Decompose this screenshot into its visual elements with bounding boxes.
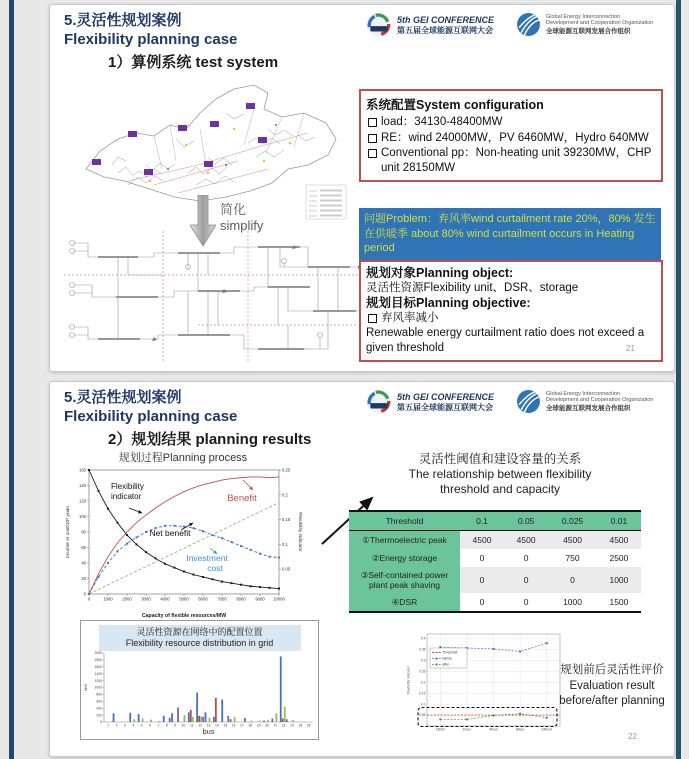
threshold-table-title-en2: threshold and capacity	[439, 482, 561, 496]
svg-text:0.05: 0.05	[419, 713, 426, 718]
geidco-logo-line1: Global Energy Interconnection	[546, 14, 620, 20]
svg-text:60: 60	[81, 545, 86, 550]
svg-text:800: 800	[96, 692, 102, 697]
svg-text:7: 7	[157, 723, 160, 728]
svg-text:20: 20	[265, 723, 269, 728]
svg-text:0: 0	[83, 591, 86, 597]
svg-text:1800: 1800	[94, 658, 102, 663]
threshold-table-title-cn: 灵活性阈值和建设容量的关系	[418, 452, 582, 466]
svg-text:10: 10	[181, 723, 186, 728]
svg-text:4hour: 4hour	[489, 727, 498, 732]
svg-text:1: 1	[107, 723, 110, 728]
svg-text:0.05: 0.05	[282, 566, 291, 572]
geidco-logo-line1: Global Energy Interconnection	[546, 391, 620, 397]
table-row-label: ②Energy storage	[349, 549, 460, 567]
svg-text:5: 5	[140, 723, 143, 728]
svg-text:after: after	[442, 662, 450, 667]
svg-text:MW: MW	[83, 683, 88, 692]
svg-text:before: before	[442, 656, 452, 661]
svg-text:19: 19	[256, 723, 261, 728]
threshold-table-title	[350, 452, 650, 497]
geidco-logo-line3: 全球能源互联网发展合作组织	[546, 28, 631, 35]
bus-distribution-title-cn: 灵活性资源在网络中的配置位置	[136, 627, 263, 637]
table-cell: 0	[504, 567, 548, 593]
gei-globe-icon	[366, 12, 392, 38]
table-cell: 4500	[597, 531, 641, 550]
svg-text:0.35: 0.35	[419, 647, 426, 652]
slide-subtitle: 1）算例系统 test system	[108, 54, 279, 71]
svg-text:14: 14	[214, 723, 219, 728]
svg-text:22: 22	[281, 723, 286, 728]
svg-text:Flexibility indicator: Flexibility indicator	[406, 666, 411, 694]
table-cell: 0	[479, 553, 485, 563]
planning-box	[359, 260, 663, 362]
svg-text:15: 15	[223, 723, 228, 728]
svg-text:9000: 9000	[255, 596, 265, 602]
svg-text:0.15: 0.15	[419, 691, 426, 696]
planning-process-chart	[63, 462, 303, 620]
table-cell: 750	[565, 553, 580, 563]
svg-text:100: 100	[79, 514, 86, 519]
table-header-value: 0.025	[548, 511, 597, 531]
threshold-table-title-en1: The relationship between flexibility	[408, 467, 592, 481]
svg-text:Flexibility indicator: Flexibility indicator	[297, 512, 302, 552]
geidco-globe-icon	[516, 12, 541, 37]
svg-text:Net benefit: Net benefit	[149, 528, 191, 538]
table-cell: 1000	[597, 567, 641, 593]
svg-text:8: 8	[165, 723, 168, 728]
svg-text:0: 0	[87, 596, 91, 602]
planning-object-text: 灵活性资源Flexibility unit、DSR、storage	[366, 282, 579, 294]
page-number: 22	[628, 732, 637, 741]
svg-text:1000: 1000	[103, 596, 113, 602]
svg-text:11: 11	[190, 723, 194, 728]
section-title-en: Flexibility planning case	[64, 31, 238, 48]
svg-text:600: 600	[96, 699, 102, 704]
svg-text:9: 9	[174, 723, 177, 728]
svg-text:Income or cost/10⁸ yuan: Income or cost/10⁸ yuan	[66, 506, 71, 558]
svg-text:Threshold: Threshold	[442, 650, 458, 655]
svg-text:6000: 6000	[198, 596, 208, 602]
svg-text:17: 17	[240, 723, 244, 728]
svg-text:3000: 3000	[141, 596, 151, 602]
svg-text:0.15: 0.15	[282, 517, 291, 523]
section-title-cn: 5.灵活性规划案例	[64, 389, 182, 406]
table-cell: 4500	[504, 531, 548, 550]
svg-text:1400: 1400	[94, 671, 102, 676]
svg-text:bus: bus	[202, 727, 215, 735]
table-row-label: ③Self-contained power plant peak shaving	[349, 567, 460, 593]
table-cell: 0	[523, 553, 529, 563]
gei-logo-subtitle: 第五届全球能源互联网大会	[397, 25, 493, 35]
simplify-label-en: simplify	[220, 218, 264, 233]
geidco-globe-icon	[516, 389, 541, 414]
table-header-value: 0.05	[504, 511, 548, 531]
gei-globe-icon	[366, 389, 392, 415]
svg-text:0.1: 0.1	[420, 702, 426, 707]
gei-logo-title: 5th GEI CONFERENCE	[397, 14, 495, 25]
config-item-load: load：34130-48400MW	[366, 115, 656, 130]
slide-planning-results	[49, 381, 675, 757]
evaluation-caption-en2: before/after planning	[559, 695, 665, 707]
bus-distribution-box	[80, 620, 319, 740]
svg-text:4: 4	[132, 723, 135, 728]
svg-text:4000: 4000	[160, 596, 170, 602]
system-configuration-box	[359, 89, 663, 182]
section-title-cn: 5.灵活性规划案例	[64, 12, 182, 29]
evaluation-caption-cn: 规划前后灵活性评价	[560, 664, 664, 676]
svg-text:Capacity of flexible resources: Capacity of flexible resources/MW	[141, 613, 227, 619]
slide-subtitle: 2）规划结果 planning results	[108, 431, 312, 448]
svg-text:200: 200	[96, 713, 102, 718]
system-configuration-list	[366, 115, 656, 175]
svg-text:40: 40	[81, 560, 86, 566]
svg-text:Flexibility: Flexibility	[111, 482, 144, 491]
svg-text:6: 6	[149, 723, 151, 728]
bus-distribution-title	[99, 625, 301, 651]
svg-text:12: 12	[198, 723, 203, 728]
geidco-logo	[516, 12, 653, 37]
planning-objective-text: Renewable energy curtailment ratio does not exceed a given threshold	[366, 327, 645, 354]
table-cell: 0	[460, 567, 504, 593]
bus-distribution-title-en: Flexibility resource distribution in grid	[125, 638, 274, 648]
gei-logo-subtitle: 第五届全球能源互联网大会	[397, 402, 493, 412]
svg-text:400: 400	[96, 706, 102, 711]
svg-text:18: 18	[248, 723, 253, 728]
geidco-logo-line3: 全球能源互联网发展合作组织	[546, 405, 631, 412]
section-title	[64, 11, 237, 49]
evaluation-caption-en1: Evaluation result	[569, 679, 655, 692]
svg-text:0.1: 0.1	[282, 541, 288, 547]
simplify-label-cn: 简化	[220, 202, 247, 217]
svg-text:15min: 15min	[435, 727, 445, 732]
table-cell: 4500	[548, 531, 597, 550]
svg-text:23: 23	[290, 723, 294, 728]
config-item-conventional: Conventional pp：Non-heating unit 39230MW，CHP unit 28150MW	[366, 146, 656, 175]
svg-text:Investment: Investment	[186, 553, 228, 563]
table-header-value: 0.1	[460, 511, 504, 531]
svg-text:3: 3	[123, 723, 126, 728]
system-configuration-title: 系统配置System configuration	[366, 98, 544, 112]
geidco-logo	[516, 389, 653, 414]
svg-text:20: 20	[81, 576, 86, 581]
svg-text:1000: 1000	[94, 685, 102, 690]
svg-text:cost: cost	[207, 563, 223, 573]
svg-text:Benefit: Benefit	[227, 493, 257, 504]
svg-text:10000: 10000	[273, 596, 285, 602]
right-edge-bar	[676, 0, 681, 759]
svg-text:0.2: 0.2	[420, 680, 426, 685]
planning-objective-title: 规划目标Planning objective:	[366, 296, 531, 310]
svg-text:0.2: 0.2	[282, 492, 288, 498]
svg-text:16: 16	[231, 723, 236, 728]
section-title	[64, 388, 237, 426]
gei-logo-title: 5th GEI CONFERENCE	[397, 391, 495, 402]
planning-object-title: 规划对象Planning object:	[366, 266, 514, 280]
simplified-network-figure	[58, 227, 363, 367]
table-cell: 4500	[460, 531, 504, 550]
table-header-value: 0.01	[597, 511, 641, 531]
planning-objective-bullet: 弃风率减小	[366, 311, 656, 326]
svg-text:1600: 1600	[94, 665, 102, 669]
bus-distribution-chart	[82, 649, 317, 735]
svg-text:140: 140	[79, 483, 86, 488]
table-row-label: ④DSR	[349, 593, 460, 612]
table-cell: 0	[479, 597, 485, 607]
svg-text:1hour: 1hour	[462, 727, 472, 732]
svg-text:2000: 2000	[122, 596, 132, 602]
svg-text:21: 21	[273, 723, 278, 728]
evaluation-chart	[405, 628, 565, 740]
table-cell: 1000	[563, 597, 582, 607]
svg-text:indicator: indicator	[111, 492, 142, 501]
svg-text:0.25: 0.25	[282, 467, 291, 473]
table-cell: 2500	[609, 553, 629, 563]
svg-text:0: 0	[100, 720, 102, 725]
svg-text:80: 80	[81, 529, 86, 535]
evaluation-caption	[555, 663, 669, 710]
svg-text:8000: 8000	[236, 596, 246, 602]
svg-text:2: 2	[115, 723, 118, 728]
table-header-threshold: Threshold	[349, 511, 460, 531]
svg-text:0.3: 0.3	[420, 658, 426, 663]
svg-text:25: 25	[306, 723, 311, 728]
svg-text:5000: 5000	[179, 596, 189, 602]
page-number: 21	[626, 344, 635, 353]
svg-text:0.4: 0.4	[420, 636, 426, 641]
svg-text:160: 160	[79, 467, 86, 473]
left-edge-bar	[9, 0, 14, 759]
problem-box: 问题Problem：弃风率wind curtailment rate 20%，80% 发生在供暖季 about 80% wind curtailment occurs in Heating period	[359, 208, 661, 260]
svg-text:8hour: 8hour	[515, 727, 525, 732]
config-item-re: RE：wind 24000MW，PV 6460MW，Hydro 640MW	[366, 131, 656, 146]
threshold-capacity-table	[349, 510, 641, 613]
svg-text:2000: 2000	[94, 651, 102, 656]
svg-text:120: 120	[79, 498, 86, 504]
svg-text:7000: 7000	[217, 596, 227, 602]
gei-conference-logo	[366, 389, 494, 415]
svg-text:24hour: 24hour	[541, 727, 552, 732]
planning-process-chart-title: 规划过程Planning process	[118, 452, 248, 464]
table-cell: 1500	[609, 597, 629, 607]
table-cell: 0	[523, 597, 529, 607]
svg-text:1200: 1200	[94, 678, 102, 683]
table-row-label: ①Thermoelectric peak	[349, 531, 460, 550]
geidco-logo-line2: Development and Cooperation Organization	[546, 20, 654, 26]
slide-test-system	[49, 4, 675, 372]
geidco-logo-line2: Development and Cooperation Organization	[546, 397, 654, 403]
svg-text:13: 13	[206, 723, 211, 728]
table-cell: 0	[548, 567, 597, 593]
svg-text:0.25: 0.25	[419, 669, 426, 674]
svg-text:24: 24	[298, 723, 303, 728]
gei-conference-logo	[366, 12, 494, 38]
section-title-en: Flexibility planning case	[64, 408, 238, 425]
